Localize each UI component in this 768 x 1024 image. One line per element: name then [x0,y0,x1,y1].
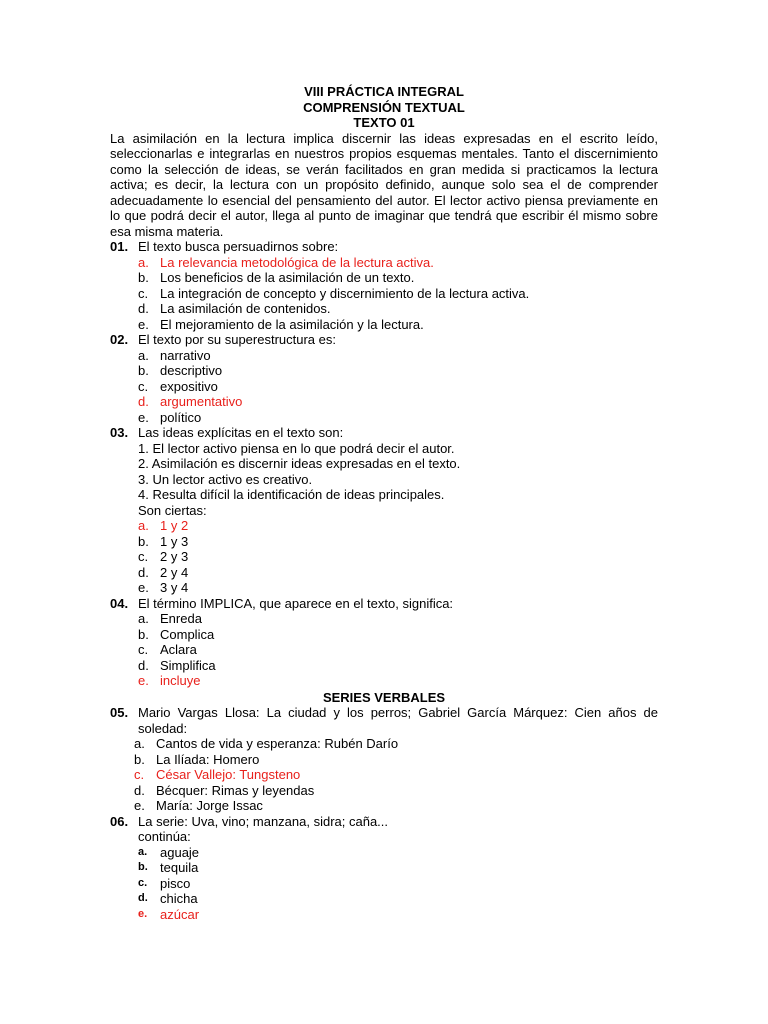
option-letter: b. [138,626,149,642]
question-number: 02. [110,332,129,347]
question-text: El término IMPLICA, que aparece en el texto, significa: [138,595,454,611]
question-04 [110,596,658,612]
option-letter: e. [138,316,149,332]
option-text: La asimilación de contenidos. [160,301,331,316]
option-text: 1 y 3 [160,533,189,549]
question-text: Las ideas explícitas en el texto son: [138,425,344,440]
option-d [138,565,658,581]
option-text: descriptivo [160,363,223,378]
option-text: Simplifica [160,657,216,673]
option-text: Enreda [160,611,202,626]
option-letter: e. [134,798,145,813]
reading-passage: La asimilación en la lectura implica discernir las ideas expresadas en el escrito leído, seleccionarlas e integrarlas en nuestros propios esquemas mentales. Tanto el discernimiento como la selección de ideas, se verán facilitados en gran medida si practicamos la lectura activa; es decir, la lectura con un propósito definido, aunque solo sea el de comprender adecuadamente lo esencial del pensamiento del autor. El lector activo piensa previamente en lo que podrá decir el autor, llega al punto de imaginar que tendrá que escribir él mismo sobre esa misma materia. [110,130,658,239]
question-03-body [110,441,658,596]
question-04-options [110,611,658,689]
option-b [138,270,658,286]
option-c [138,642,658,658]
option-c [138,549,658,565]
option-text: Cantos de vida y esperanza: Rubén Darío [156,736,399,751]
option-c [138,876,658,892]
option-letter: c. [138,285,149,301]
option-text: aguaje [160,844,200,860]
statement-3: 3. Un lector activo es creativo. [138,471,313,487]
option-text: La integración de concepto y discernimiento de la lectura activa. [160,285,530,301]
option-b [138,860,658,876]
document-content [110,84,658,922]
option-letter: e. [138,409,149,425]
option-text: La Ilíada: Homero [156,751,260,767]
statement-2: 2. Asimilación es discernir ideas expresadas en el texto. [138,456,461,471]
option-text: María: Jorge Issac [156,798,263,813]
document-title: VIII PRÁCTICA INTEGRAL [304,84,464,99]
option-text: expositivo [160,378,218,394]
option-letter: a. [138,611,149,626]
option-c [134,767,658,783]
question-06 [110,814,658,830]
question-text: Mario Vargas Llosa: La ciudad y los perros; Gabriel García Márquez: Cien años de soledad: [138,705,658,736]
question-number: 06. [110,813,129,829]
option-d [138,394,658,410]
option-b [138,627,658,643]
option-letter: a. [134,736,145,751]
question-number: 03. [110,425,129,440]
option-text: La relevancia metodológica de la lectura activa. [160,254,434,270]
option-letter: c. [138,378,149,394]
option-letter: c. [138,549,149,564]
option-letter: d. [138,394,149,409]
option-text: incluye [160,673,201,688]
option-b [134,752,658,768]
question-number: 01. [110,239,129,254]
statement-4: 4. Resulta difícil la identificación de ideas principales. [138,487,445,502]
option-letter: b. [138,270,149,285]
option-text: chicha [160,891,198,906]
option-letter: a. [138,518,149,533]
statement-1: 1. El lector activo piensa en lo que podrá decir el autor. [138,440,455,456]
question-01 [110,239,658,255]
option-text: 3 y 4 [160,580,189,595]
question-06-body [110,829,658,922]
question-05 [110,705,658,736]
option-text: Aclara [160,642,197,657]
option-letter: c. [138,642,149,657]
option-letter: a. [138,254,149,270]
option-letter: b. [138,533,149,549]
section-heading: SERIES VERBALES [322,689,446,705]
option-text: tequila [160,860,199,875]
question-number: 05. [110,705,129,720]
option-a [138,611,658,627]
question-number: 04. [110,595,129,611]
option-a [138,255,658,271]
option-text: Bécquer: Rimas y leyendas [156,782,315,798]
question-02 [110,332,658,348]
option-text: narrativo [160,347,211,363]
question-03 [110,425,658,441]
option-text: político [160,409,202,425]
text-heading: TEXTO 01 [353,115,415,130]
question-text: El texto busca persuadirnos sobre: [138,239,339,254]
option-d [138,891,658,907]
option-letter: e. [138,907,148,920]
option-letter: d. [134,782,145,798]
option-e [138,317,658,333]
option-a [138,348,658,364]
option-letter: d. [138,892,148,904]
option-e [134,798,658,814]
option-letter: a. [138,347,149,363]
option-e [138,580,658,596]
option-text: El mejoramiento de la asimilación y la lectura. [160,316,424,332]
option-text: César Vallejo: Tungsteno [156,767,301,782]
option-letter: d. [138,657,149,673]
question-01-options [110,255,658,333]
option-a [138,845,658,861]
option-letter: e. [138,580,149,595]
option-e [138,907,658,923]
option-text: 2 y 3 [160,549,189,564]
question-prompt: continúa: [138,829,191,844]
option-d [138,301,658,317]
option-a [138,518,658,534]
option-letter: c. [138,876,148,889]
document-subtitle: COMPRENSIÓN TEXTUAL [303,99,465,115]
option-letter: e. [138,673,149,688]
option-text: azúcar [160,906,200,922]
option-text: pisco [160,875,191,891]
option-text: 1 y 2 [160,518,189,533]
option-letter: b. [138,861,148,873]
option-letter: d. [138,564,149,580]
option-letter: d. [138,301,149,316]
option-letter: a. [138,845,148,858]
option-letter: b. [138,363,149,378]
option-e [138,410,658,426]
option-d [138,658,658,674]
option-text: Los beneficios de la asimilación de un texto. [160,270,415,285]
question-02-options [110,348,658,426]
option-text: 2 y 4 [160,564,189,580]
option-b [138,534,658,550]
option-text: argumentativo [160,394,243,409]
question-05-options [110,736,658,814]
question-text: El texto por su superestructura es: [138,332,336,347]
option-letter: b. [134,751,145,767]
option-a [134,736,658,752]
question-text: La serie: Uva, vino; manzana, sidra; caña... [138,813,389,829]
option-e [138,673,658,689]
option-c [138,286,658,302]
option-b [138,363,658,379]
option-c [138,379,658,395]
option-d [134,783,658,799]
question-prompt: Son ciertas: [138,502,207,518]
option-text: Complica [160,626,215,642]
option-letter: c. [134,767,145,782]
